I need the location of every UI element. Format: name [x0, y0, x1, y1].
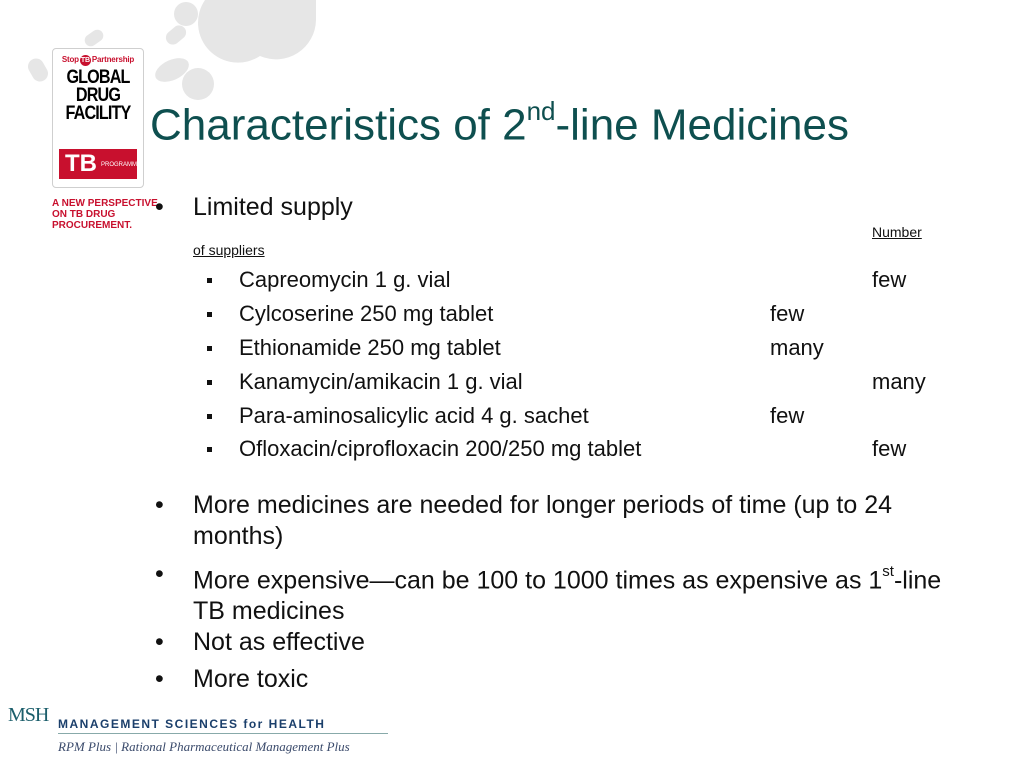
- square-bullet-icon: [207, 278, 212, 283]
- gdf-logo: [52, 48, 144, 188]
- bullet-marker: •: [155, 491, 164, 519]
- bullet-not-as-effective: [155, 627, 945, 658]
- column-header-number: Number: [872, 224, 922, 240]
- bullet-marker: •: [155, 665, 164, 693]
- bullet-longer-periods: [155, 490, 945, 552]
- bullet-text: Limited supply: [193, 193, 353, 221]
- msh-mark: MSH: [8, 704, 49, 726]
- column-header-of-suppliers: of suppliers: [193, 242, 265, 258]
- bullet-text: Not as effective: [193, 628, 365, 656]
- supplier-count: few: [770, 403, 805, 428]
- bullet-marker: •: [155, 193, 164, 221]
- supplier-count: few: [872, 436, 907, 461]
- pill-shape: [82, 27, 105, 48]
- square-bullet-icon: [207, 414, 212, 419]
- bullet-limited-supply: [155, 192, 945, 223]
- pill-shape: [163, 23, 189, 48]
- supplier-count: few: [872, 267, 907, 292]
- square-bullet-icon: [207, 447, 212, 452]
- pill-shape: [198, 0, 316, 63]
- supplier-count: many: [770, 335, 824, 360]
- footer-divider: [58, 733, 388, 734]
- bullet-marker: •: [155, 560, 164, 588]
- pill-shape: [174, 2, 198, 26]
- supplier-count: many: [872, 369, 926, 394]
- slide-title: Characteristics of 2nd-line Medicines: [150, 96, 849, 150]
- bullet-marker: •: [155, 628, 164, 656]
- supplier-count: few: [770, 301, 805, 326]
- bullet-text: More expensive—can be 100 to 1000 times as expensive as 1st-line TB medicines: [193, 563, 942, 626]
- stop-tb-partnership-label: Stop TB Partnership: [61, 55, 135, 64]
- pill-shape: [182, 68, 214, 100]
- footer-program-name: RPM Plus | Rational Pharmaceutical Management Plus: [58, 739, 350, 754]
- tb-programme-badge: TB PROGRAMME: [59, 149, 137, 179]
- bullet-text: More toxic: [193, 665, 309, 693]
- bullet-text: More medicines are needed for longer periods of time (up to 24 months): [193, 491, 892, 550]
- square-bullet-icon: [207, 380, 212, 385]
- bullet-more-toxic: [155, 664, 945, 695]
- square-bullet-icon: [207, 346, 212, 351]
- pill-shape: [25, 56, 51, 85]
- bullet-more-expensive: [155, 559, 945, 627]
- square-bullet-icon: [207, 312, 212, 317]
- logo-tagline: A NEW PERSPECTIVE ON TB DRUG PROCUREMENT.: [52, 198, 158, 231]
- footer-org-name: MANAGEMENT SCIENCES for HEALTH: [58, 717, 326, 731]
- gdf-wordmark: GLOBAL DRUG FACILITY: [65, 67, 131, 124]
